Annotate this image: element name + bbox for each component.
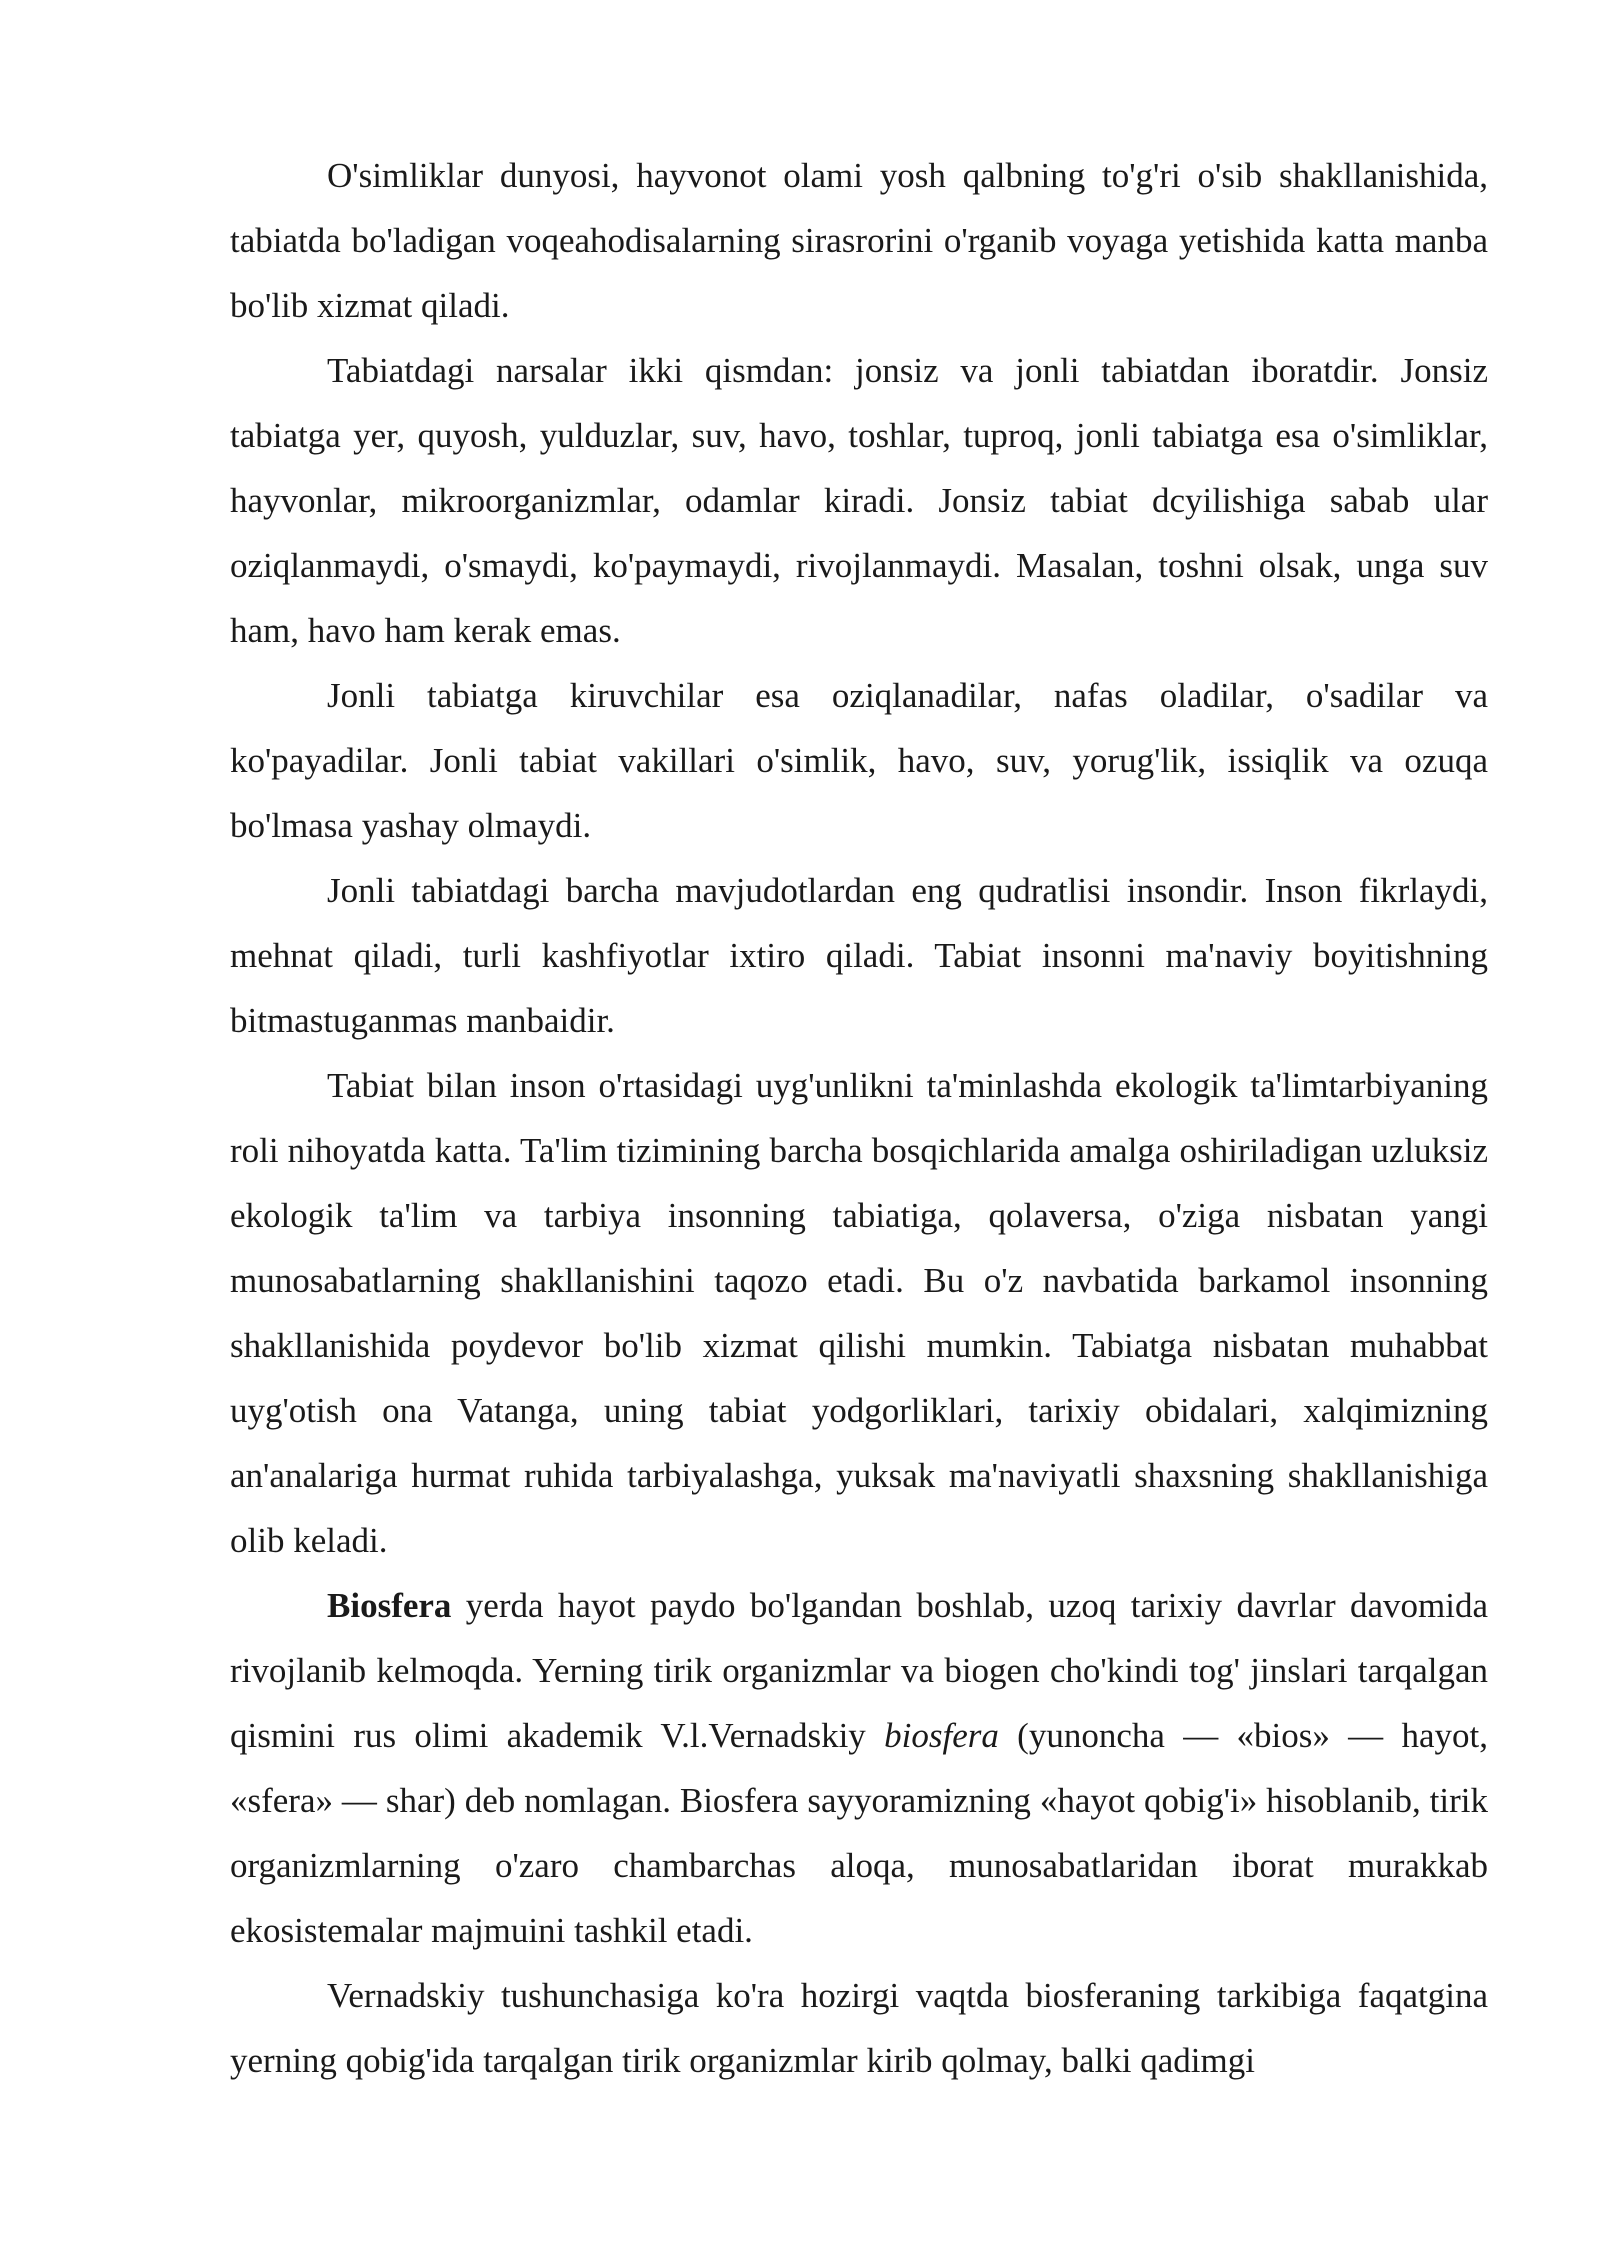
paragraph-living-nonliving-nature: Tabiatdagi narsalar ikki qismdan: jonsiz va jonli tabiatdan iboratdir. Jonsiz tabiatga yer, quyosh, yulduzlar, suv, havo, toshlar, tuproq, jonli tabiatga esa o'simliklar, hayvonlar, mikroorganizmlar, odamlar kiradi. Jonsiz tabiat dcyilishiga sabab ular oziqlanmaydi, o'smaydi, ko'paymaydi, rivojlanmaydi. Masalan, toshni olsak, unga suv ham, havo ham kerak emas. [230, 351, 1488, 650]
paragraph-living-nature: Jonli tabiatga kiruvchilar esa oziqlanadilar, nafas oladilar, o'sadilar va ko'payadilar. Jonli tabiat vakillari o'simlik, havo, suv, yorug'lik, issiqlik va ozuqa bo'lmasa yashay olmaydi. [230, 676, 1488, 845]
paragraph-biosphere [230, 1573, 1488, 1963]
biosphere-italic-term: biosfera [884, 1716, 999, 1755]
biosphere-term: Biosfera [327, 1586, 452, 1625]
paragraph-ecological-education: Tabiat bilan inson o'rtasidagi uyg'unlikni ta'minlashda ekologik ta'limtarbiyaning roli nihoyatda katta. Ta'lim tizimining barcha bosqichlarida amalga oshiriladigan uzluksiz ekologik ta'lim va tarbiya insonning tabiatiga, qolaversa, o'ziga nisbatan yangi munosabatlarning shakllanishini taqozo etadi. Bu o'z navbatida barkamol insonning shakllanishida poydevor bo'lib xizmat qilishi mumkin. Tabiatga nisbatan muhabbat uyg'otish ona Vatanga, uning tabiat yodgorliklari, tarixiy obidalari, xalqimizning an'analariga hurmat ruhida tarbiyalashga, yuksak ma'naviyatli shaxsning shakllanishiga olib keladi. [230, 1066, 1488, 1560]
document-body [230, 143, 1488, 2093]
paragraph-plants-animals: O'simliklar dunyosi, hayvonot olami yosh qalbning to'g'ri o'sib shakllanishida, tabiatda bo'ladigan voqeahodisalarning sirasrorini o'rganib voyaga yetishida katta manba bo'lib xizmat qiladi. [230, 156, 1488, 325]
paragraph-human: Jonli tabiatdagi barcha mavjudotlardan eng qudratlisi insondir. Inson fikrlaydi, mehnat qiladi, turli kashfiyotlar ixtiro qiladi. Tabiat insonni ma'naviy boyitishning bitmastuganmas manbaidir. [230, 871, 1488, 1040]
biosphere-text-part-2: (yunoncha — «bios» — hayot, «sfera» — shar) deb nomlagan. Biosfera sayyoramizning «hayot qobig'i» hisoblanib, tirik organizmlarning o'zaro chambarchas aloqa, munosabatlaridan iborat murakkab ekosistemalar majmuini tashkil etadi. [230, 1716, 1488, 1950]
paragraph-vernadsky: Vernadskiy tushunchasiga ko'ra hozirgi vaqtda biosferaning tarkibiga faqatgina yerning qobig'ida tarqalgan tirik organizmlar kirib qolmay, balki qadimgi [230, 1976, 1488, 2080]
biosphere-text-part-1: yerda hayot paydo bo'lgandan boshlab, uzoq tarixiy davrlar davomida rivojlanib kelmoqda. Yerning tirik organizmlar va biogen cho'kindi tog' jinslari tarqalgan qismini rus olimi akademik V.l.Vernadskiy [230, 1586, 1488, 1755]
